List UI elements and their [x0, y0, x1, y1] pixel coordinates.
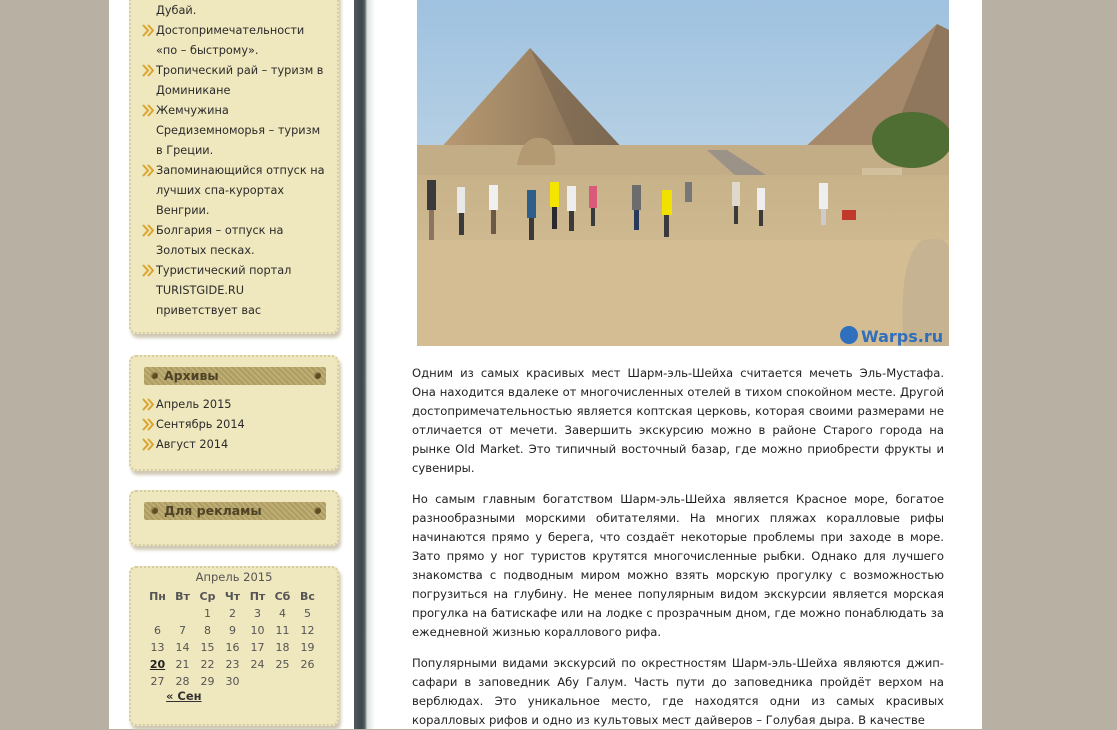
- calendar-day: 8: [204, 624, 211, 637]
- recent-post-item[interactable]: [131, 61, 337, 101]
- arrow-bullet-icon: [142, 398, 154, 411]
- calendar-day: [295, 673, 320, 690]
- recent-posts-widget: [129, 0, 339, 334]
- calendar-weekday: Пт: [249, 590, 266, 603]
- calendar-week: [145, 656, 320, 673]
- calendar-day: 15: [200, 641, 215, 654]
- calendar-table: [145, 588, 320, 690]
- calendar-weekday: Вс: [300, 590, 315, 603]
- calendar-weekday: Чт: [224, 590, 241, 603]
- arrow-bullet-icon: [142, 164, 154, 177]
- calendar-day: 2: [229, 607, 236, 620]
- calendar-day: 6: [154, 624, 161, 637]
- calendar-day: 23: [225, 658, 240, 671]
- recent-post-item[interactable]: [131, 1, 337, 21]
- calendar-day: 25: [275, 658, 290, 671]
- calendar-day: 5: [304, 607, 311, 620]
- nail-icon: [314, 507, 321, 514]
- calendar-caption: Апрель 2015: [195, 570, 273, 584]
- calendar-day: 24: [250, 658, 265, 671]
- calendar-day: 29: [200, 675, 215, 688]
- calendar-day: 9: [229, 624, 236, 637]
- calendar-day: 19: [300, 641, 315, 654]
- calendar-day: [145, 605, 170, 622]
- sidebar: [109, 0, 354, 729]
- calendar-week: [145, 622, 320, 639]
- calendar-day: [170, 605, 195, 622]
- calendar-weekdays: [145, 588, 320, 605]
- archives-list: [131, 395, 337, 455]
- archive-link[interactable]: Апрель 2015: [156, 398, 232, 411]
- archives-title-bar: [144, 367, 326, 385]
- arrow-bullet-icon: [142, 438, 154, 451]
- photo-watermark: Warps.ru: [861, 327, 944, 346]
- main-content: [375, 0, 982, 729]
- ads-title: Для рекламы: [164, 503, 262, 518]
- calendar-day: 18: [275, 641, 290, 654]
- calendar-day: 28: [175, 675, 190, 688]
- recent-post-link[interactable]: Дубай.: [156, 4, 197, 17]
- arrow-bullet-icon: [142, 264, 154, 277]
- calendar-day: 12: [300, 624, 315, 637]
- calendar-day: 17: [250, 641, 265, 654]
- page: [109, 0, 982, 729]
- calendar-weekday: Вт: [175, 590, 190, 603]
- calendar-day: [245, 673, 270, 690]
- recent-post-item[interactable]: [131, 261, 337, 321]
- recent-posts-list: [131, 1, 337, 321]
- calendar-day: 7: [179, 624, 186, 637]
- archive-item[interactable]: [131, 395, 337, 415]
- calendar-day: 21: [175, 658, 190, 671]
- recent-post-link[interactable]: Достопримечательности «по – быстрому».: [156, 24, 305, 57]
- column-divider: [353, 0, 375, 729]
- recent-post-link[interactable]: Болгария – отпуск на Золотых песках.: [156, 224, 284, 257]
- recent-post-item[interactable]: [131, 221, 337, 261]
- recent-post-link[interactable]: Туристический портал TURISTGIDE.RU приветствует вас: [156, 264, 292, 317]
- ads-title-bar: [144, 502, 326, 520]
- archive-link[interactable]: Сентябрь 2014: [156, 418, 245, 431]
- calendar-day: 27: [150, 675, 165, 688]
- nail-icon: [151, 372, 158, 379]
- calendar-day: 14: [175, 641, 190, 654]
- archives-title: Архивы: [164, 368, 219, 383]
- nail-icon: [314, 372, 321, 379]
- ads-widget: [129, 490, 339, 546]
- calendar-widget: [129, 566, 339, 726]
- archive-link[interactable]: Август 2014: [156, 438, 229, 451]
- calendar-day: 3: [254, 607, 261, 620]
- calendar-weekday: Пн: [149, 590, 166, 603]
- calendar-day: 10: [250, 624, 265, 637]
- arrow-bullet-icon: [142, 224, 154, 237]
- recent-post-item[interactable]: [131, 21, 337, 61]
- calendar-day: 1: [204, 607, 211, 620]
- article-paragraph-1: Одним из самых красивых мест Шарм-эль-Шейха считается мечеть Эль-Мустафа. Она находится вдалеке от многочисленных отелей в тихом спокойном месте. Другой достопримечательностью является коптская церковь, которая своими размерами не отличается от мечети. Завершить экскурсию можно в районе Старого города на рынке Old Market. Это типичный восточный базар, где можно приобрести фрукты и сувениры.: [412, 366, 944, 475]
- calendar-day: 4: [279, 607, 286, 620]
- recent-post-link[interactable]: Тропический рай – туризм в Доминикане: [156, 64, 324, 97]
- calendar-day: 11: [275, 624, 290, 637]
- calendar-days: [145, 605, 320, 690]
- archive-item[interactable]: [131, 435, 337, 455]
- calendar-day: 30: [225, 675, 240, 688]
- arrow-bullet-icon: [142, 24, 154, 37]
- archives-widget: [129, 355, 339, 471]
- recent-post-item[interactable]: [131, 161, 337, 221]
- recent-post-link[interactable]: Жемчужина Средиземноморья – туризм в Греции.: [156, 104, 321, 157]
- article-photo: [417, 0, 949, 346]
- recent-post-link[interactable]: Запоминающийся отпуск на лучших спа-курортах Венгрии.: [156, 164, 325, 217]
- calendar-day: 16: [225, 641, 240, 654]
- calendar-weekday: Ср: [199, 590, 216, 603]
- calendar-day: 22: [200, 658, 215, 671]
- calendar-week: [145, 605, 320, 622]
- article-paragraph-2: Но самым главным богатством Шарм-эль-Шейха является Красное море, богатое разнообразными морскими обитателями. На многих пляжах коралловые рифы начинаются прямо у берега, что создаёт некоторые проблемы при заходе в море. Зато прямо у ног туристов крутятся многочисленные рыбки. Однако для лучшего знакомства с подводным миром можно взять морскую прогулку с возможностью погрузиться на глубину. Не менее популярным видом экскурсии является морская прогулка на батискафе или на лодке с прозрачным дном, где можно понаблюдать за ежедневной жизнью кораллового рифа.: [412, 492, 944, 639]
- arrow-bullet-icon: [142, 64, 154, 77]
- calendar-day: 13: [150, 641, 165, 654]
- calendar-week: [145, 639, 320, 656]
- archive-item[interactable]: [131, 415, 337, 435]
- calendar-day: [270, 673, 295, 690]
- calendar-day-today[interactable]: 20: [149, 658, 166, 671]
- arrow-bullet-icon: [142, 418, 154, 431]
- article-paragraph-3: Популярными видами экскурсий по окрестностям Шарм-эль-Шейха являются джип-сафари в заповедник Абу Галум. Часть пути до заповедника пройдёт верхом на верблюдах. Это уникальное место, где находятся одни из самых красивых коралловых рифов и одно из культовых мест дайверов – Голубая дыра. В качестве: [412, 656, 944, 727]
- calendar-prev-month-link[interactable]: « Сен: [166, 689, 202, 703]
- calendar-day: 26: [300, 658, 315, 671]
- calendar-week: [145, 673, 320, 690]
- calendar-weekday: Сб: [274, 590, 291, 603]
- recent-post-item[interactable]: [131, 101, 337, 161]
- nail-icon: [151, 507, 158, 514]
- arrow-bullet-icon: [142, 104, 154, 117]
